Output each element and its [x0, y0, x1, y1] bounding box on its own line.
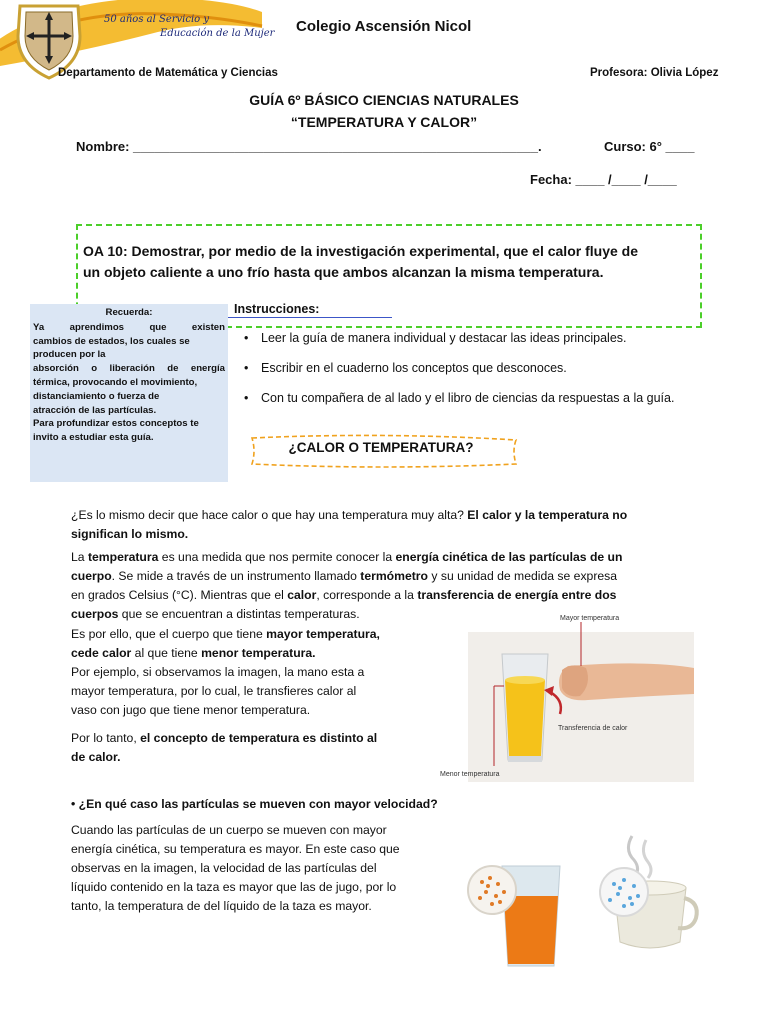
course-field: Curso: 6° ____ — [604, 139, 695, 154]
school-name: Colegio Ascensión Nicol — [296, 18, 472, 35]
svg-text:Educación de la Mujer: Educación de la Mujer — [160, 28, 275, 39]
fast-particles-icon — [600, 868, 648, 916]
section-title: ¿CALOR O TEMPERATURA? — [288, 440, 474, 455]
date-field: Fecha: ____ /____ /____ — [530, 172, 677, 187]
slow-particles-icon — [468, 866, 516, 914]
svg-text:50 años al Servicio y: 50 años al Servicio y — [104, 14, 210, 25]
juice-glass-icon — [502, 654, 548, 762]
hand-icon — [559, 663, 694, 700]
example-paragraph: Es por ello, que el cuerpo que tiene mayor temperatura, cede calor al que tiene menor temperatura. Por ejemplo, si observamos la imagen, la mano esta a mayor temperatura, por lo cual, le transfieres calor al vaso con jugo que tiene menor temperatura. — [71, 627, 380, 717]
name-field: Nombre: ________________________________________________________. — [76, 139, 542, 154]
instructions-underline — [228, 317, 392, 318]
teacher-label: Profesora: Olivia López — [590, 67, 719, 79]
velocity-paragraph: Cuando las partículas de un cuerpo se mueven con mayor energía cinética, su temperatura es mayor. En este caso que observas en la imagen, la velocidad de las partículas del líquido contenido en la taza es mayor que las de jugo, por lo tanto, la temperatura de del líquido de la taza es mayor. — [71, 823, 400, 913]
velocity-question: • ¿En qué caso las partículas se mueven con mayor velocidad? — [71, 797, 438, 811]
temperature-paragraph: La temperatura es una medida que nos permite conocer la energía cinética de las partículas de un cuerpo. Se mide a través de un instrumento llamado termómetro y su unidad de medida se expresa en grados Celsius (°C). Mientras que el calor, corresponde a la transferencia de energía entre dos cuerpos que se encuentran a distintas temperaturas. — [71, 550, 623, 621]
instructions-title: Instrucciones: — [234, 302, 320, 316]
particles-figure — [464, 826, 702, 974]
objective-text: OA 10: Demostrar, por medio de la investigación experimental, que el calor fluye de un objeto caliente a uno frío hasta que ambos alcanzan la misma temperatura. — [83, 243, 638, 280]
guide-subtitle: “TEMPERATURA Y CALOR” — [290, 114, 478, 130]
intro-paragraph: ¿Es lo mismo decir que hace calor o que hay una temperatura muy alta? El calor y la temperatura no significan lo mismo. — [71, 508, 628, 541]
hand-glass-figure — [440, 610, 694, 782]
reminder-box: Recuerda: Ya aprendimos que existen cambios de estados, los cuales se producen por la absorción o liberación de energía térmica, provocando el movimiento, distanciamiento o fuerza de atracción de las partículas. Para profundizar estos conceptos te invito a estudiar esta guía. — [30, 304, 228, 482]
label-menor-temperatura: Menor temperatura — [440, 771, 500, 778]
guide-title: GUÍA 6º BÁSICO CIENCIAS NATURALES — [249, 92, 519, 108]
department-label: Departamento de Matemática y Ciencias — [58, 67, 278, 79]
conclusion-paragraph: Por lo tanto, el concepto de temperatura es distinto al de calor. — [71, 731, 378, 764]
reminder-title: Recuerda: — [105, 307, 153, 318]
label-transferencia-calor: Transferencia de calor — [558, 725, 628, 732]
label-mayor-temperatura: Mayor temperatura — [560, 615, 620, 622]
